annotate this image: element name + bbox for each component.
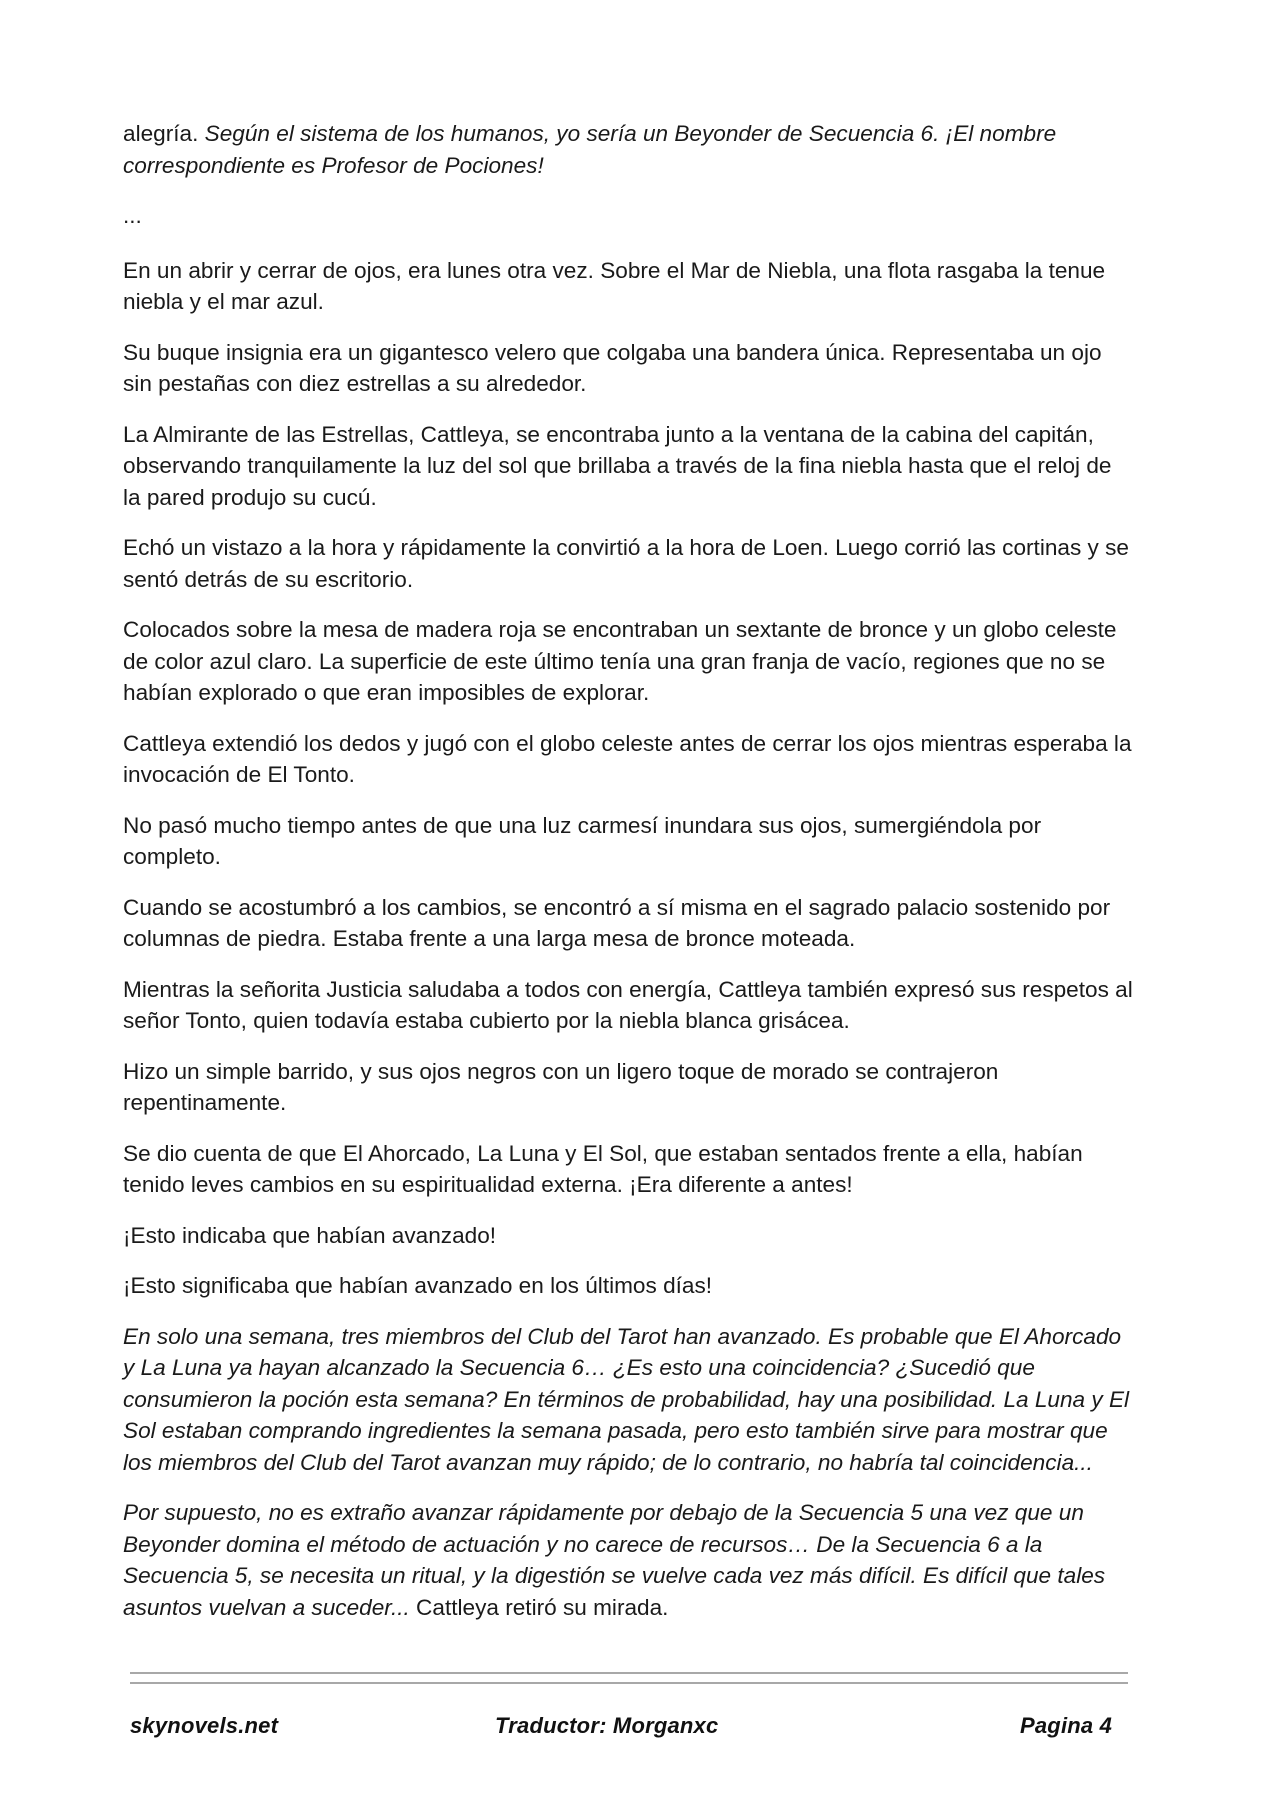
footer-page-number: Pagina 4 <box>1020 1713 1113 1738</box>
paragraph <box>123 974 1133 1037</box>
footer-divider-top <box>130 1672 1128 1674</box>
footer-site: skynovels.net <box>130 1713 279 1738</box>
paragraph <box>123 1497 1133 1623</box>
paragraph <box>123 1138 1133 1201</box>
paragraph <box>123 728 1133 791</box>
text-run: Cattleya retiró su mirada. <box>409 1594 669 1620</box>
paragraph <box>123 1056 1133 1119</box>
text-run: Cattleya extendió los dedos y jugó con el globo celeste antes de cerrar los ojos mientras esperaba la invocación de El Tonto. <box>123 730 1132 787</box>
paragraph <box>123 337 1133 400</box>
paragraph <box>123 892 1133 955</box>
text-run: ... <box>123 203 142 228</box>
paragraph <box>123 810 1133 873</box>
paragraph <box>123 118 1133 181</box>
text-run: No pasó mucho tiempo antes de que una luz carmesí inundara sus ojos, sumergiéndola por completo. <box>123 812 1042 869</box>
section-break <box>123 200 1133 232</box>
text-run: Su buque insignia era un gigantesco velero que colgaba una bandera única. Representaba un ojo sin pestañas con diez estrellas a su alrededor. <box>123 339 1102 396</box>
italic-text: Por supuesto, no es extraño avanzar rápidamente por debajo de la Secuencia 5 una vez que un Beyonder domina el método de actuación y no carece de recursos… De la Secuencia 6 a la Secuencia 5, se necesita un ritual, y la digestión se vuelve cada vez más difícil. Es difícil que tales asuntos vuelvan a suceder... <box>123 1500 1106 1620</box>
text-run: Colocados sobre la mesa de madera roja se encontraban un sextante de bronce y un globo celeste de color azul claro. La superficie de este último tenía una gran franja de vacío, regiones que no se habían explorado o que eran imposibles de explorar. <box>123 617 1117 705</box>
text-run: Echó un vistazo a la hora y rápidamente la convirtió a la hora de Loen. Luego corrió las cortinas y se sentó detrás de su escritorio. <box>123 535 1129 592</box>
footer-translator: Traductor: Morganxc <box>495 1713 719 1738</box>
paragraph <box>123 1270 1133 1302</box>
text-run: ¡Esto significaba que habían avanzado en los últimos días! <box>123 1273 713 1298</box>
paragraph <box>123 1321 1133 1479</box>
text-run: Se dio cuenta de que El Ahorcado, La Luna y El Sol, que estaban sentados frente a ella, habían tenido leves cambios en su espiritualidad externa. ¡Era diferente a antes! <box>123 1140 1083 1197</box>
paragraph <box>123 419 1133 514</box>
text-run: La Almirante de las Estrellas, Cattleya, se encontraba junto a la ventana de la cabina del capitán, observando tranquilamente la luz del sol que brillaba a través de la fina niebla hasta que el reloj de la pared produjo su cucú. <box>123 421 1112 510</box>
text-run: Cuando se acostumbró a los cambios, se encontró a sí misma en el sagrado palacio sostenido por columnas de piedra. Estaba frente a una larga mesa de bronce moteada. <box>123 894 1111 951</box>
footer-divider-bottom <box>130 1682 1128 1684</box>
paragraph <box>123 532 1133 595</box>
paragraph <box>123 614 1133 709</box>
paragraph <box>123 1220 1133 1252</box>
body-text <box>123 118 1133 1642</box>
italic-text: Según el sistema de los humanos, yo sería un Beyonder de Secuencia 6. ¡El nombre correspondiente es Profesor de Pociones! <box>123 121 1057 178</box>
paragraph <box>123 255 1133 318</box>
text-run: alegría. <box>123 121 205 146</box>
text-run: Mientras la señorita Justicia saludaba a todos con energía, Cattleya también expresó sus respetos al señor Tonto, quien todavía estaba cubierto por la niebla blanca grisácea. <box>123 976 1133 1033</box>
text-run: ¡Esto indicaba que habían avanzado! <box>123 1222 497 1248</box>
text-run: En un abrir y cerrar de ojos, era lunes otra vez. Sobre el Mar de Niebla, una flota rasgaba la tenue niebla y el mar azul. <box>123 257 1106 314</box>
text-run: Hizo un simple barrido, y sus ojos negros con un ligero toque de morado se contrajeron repentinamente. <box>123 1058 999 1115</box>
italic-text: En solo una semana, tres miembros del Club del Tarot han avanzado. Es probable que El Ahorcado y La Luna ya hayan alcanzado la Secuencia 6… ¿Es esto una coincidencia? ¿Sucedió que consumieron la poción esta semana? En términos de probabilidad, hay una posibilidad. La Luna y El Sol estaban comprando ingredientes la semana pasada, pero esto también sirve para mostrar que los miembros del Club del Tarot avanzan muy rápido; de lo contrario, no habría tal coincidencia... <box>123 1323 1130 1475</box>
